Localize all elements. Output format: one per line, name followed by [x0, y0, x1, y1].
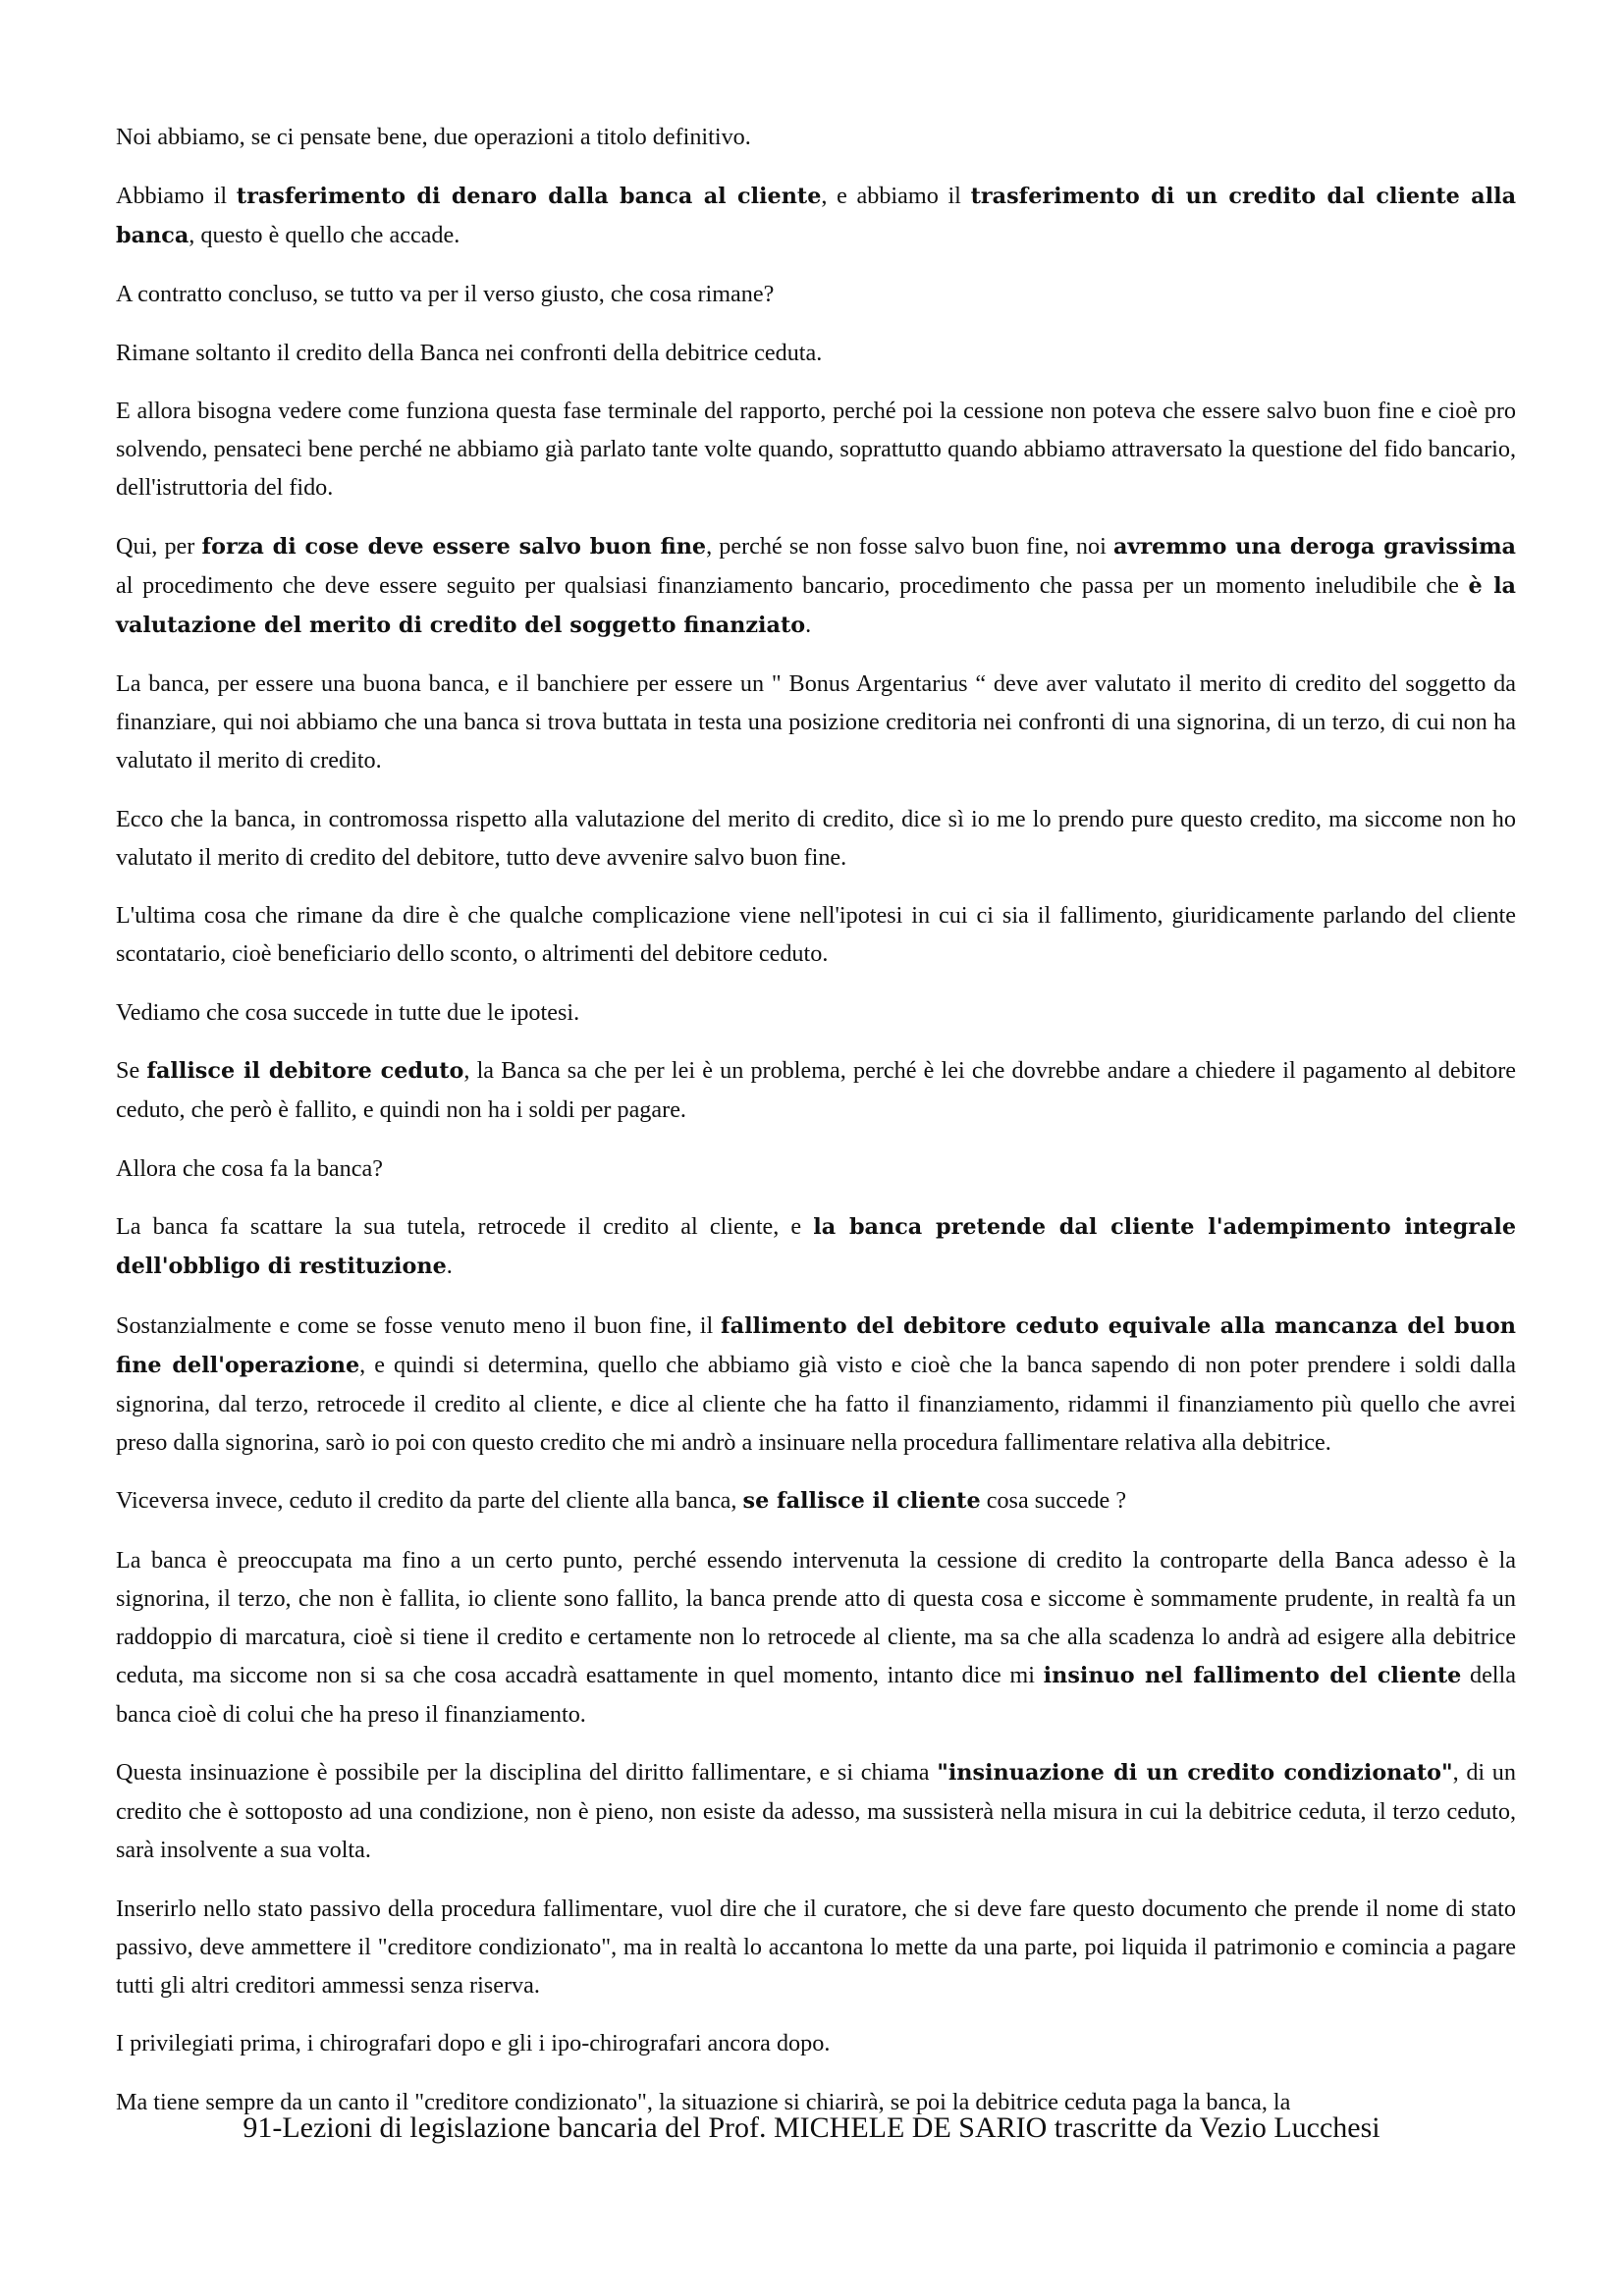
text-run: La banca è preoccupata ma fino a un certo punto, perché essendo intervenuta la cessione di credito la controparte della Banca adesso è la signorina, il terzo, che non è fallita, io cliente sono fallito, la banca prende atto di questa cosa e siccome è sommamente prudente, in realtà fa un raddoppio di marcatura, cioè si tiene il credito e certamente non lo retrocede al cliente, ma sa che alla scadenza lo andrà ad esigere alla debitrice ceduta, ma siccome non si sa che cosa accadrà esattamente in quel momento, intanto dice mi	[116, 1546, 1516, 1688]
bold-text: forza di cose deve essere salvo buon fine	[201, 533, 707, 560]
text-run: La banca, per essere una buona banca, e il banchiere per essere un " Bonus Argentarius “ deve aver valutato il merito di credito del soggetto da finanziare, qui noi abbiamo che una banca si trova buttata in testa una posizione creditoria nei confronti di una signorina, di un terzo, di cui non ha valutato il merito di credito.	[116, 670, 1516, 774]
text-run: .	[446, 1253, 453, 1279]
text-run: , perché se non fosse salvo buon fine, noi	[706, 532, 1113, 560]
text-run: , la Banca sa che per lei è un problema, perché è lei che dovrebbe andare a chiedere il pagamento al debitore ceduto, che però è fallito, e quindi non ha i soldi per pagare.	[116, 1057, 1517, 1123]
text-run: Ecco che la banca, in contromossa rispetto alla valutazione del merito di credito, dice sì io me lo prendo pure questo credito, ma siccome non ho valutato il merito di credito del debitore, tutto deve avvenire salvo buon fine.	[116, 805, 1516, 871]
text-run: Allora che cosa fa la banca?	[116, 1154, 383, 1182]
bold-text: la banca pretende dal cliente l'adempimento integrale dell'obbligo di restituzione	[116, 1214, 1517, 1279]
text-run: al procedimento che deve essere seguito per qualsiasi finanziamento bancario, procedimento che passa per un momento ineludibile che	[116, 571, 1469, 599]
paragraph	[116, 800, 1516, 877]
text-run: della banca cioè di colui che ha preso il finanziamento.	[116, 1661, 1516, 1728]
bold-text: "insinuazione di un credito condizionato"	[937, 1760, 1453, 1786]
text-run: Inserirlo nello stato passivo della procedura fallimentare, vuol dire che il curatore, che si deve fare questo documento che prende il nome di stato passivo, deve ammettere il "creditore condizionato", ma in realtà lo accantona lo mette da una parte, poi liquida il patrimonio e comincia a pagare tutti gli altri creditori ammessi senza riserva.	[116, 1895, 1516, 1999]
paragraph	[116, 392, 1516, 507]
paragraph	[116, 118, 1516, 156]
text-run: , e abbiamo il	[821, 182, 971, 209]
text-run: Abbiamo il	[116, 182, 237, 209]
text-run: Viceversa invece, ceduto il credito da parte del cliente alla banca,	[116, 1487, 743, 1514]
paragraph	[116, 1307, 1516, 1462]
text-run: Se	[116, 1057, 147, 1084]
text-run: , di un credito che è sottoposto ad una condizione, non è pieno, non esiste da adesso, ma sussisterà nella misura in cui la debitrice ceduta, il terzo ceduto, sarà insolvente a sua volta.	[116, 1759, 1516, 1863]
text-run: , e quindi si determina, quello che abbiamo già visto e cioè che la banca sapendo di non poter prendere i soldi dalla signorina, dal terzo, retrocede il credito al cliente, e dice al cliente che ha fatto il finanziamento, ridammi il finanziamento più quello che avrei preso dalla signorina, sarò io poi con questo credito che mi andrò a insinuare nella procedura fallimentare relativa alla debitrice.	[116, 1351, 1516, 1456]
text-run: Sostanzialmente e come se fosse venuto meno il buon fine, il	[116, 1311, 722, 1339]
text-run: cosa succede ?	[980, 1487, 1127, 1514]
text-run: Ma tiene sempre da un canto il "creditore condizionato", la situazione si chiarirà, se poi la debitrice ceduta paga la banca, la	[116, 2088, 1291, 2115]
text-run: La banca fa scattare la sua tutela, retrocede il credito al cliente, e	[116, 1213, 814, 1240]
bold-text: avremmo una deroga gravissima	[1112, 533, 1517, 560]
text-run: Questa insinuazione è possibile per la disciplina del diritto fallimentare, e si chiama	[116, 1759, 938, 1786]
text-run: .	[805, 611, 812, 638]
bold-text: se fallisce il cliente	[742, 1488, 981, 1514]
paragraph	[116, 2024, 1516, 2062]
paragraph	[116, 896, 1516, 973]
paragraph	[116, 1541, 1516, 1734]
paragraph	[116, 334, 1516, 372]
paragraph	[116, 665, 1516, 779]
bold-text: fallisce il debitore ceduto	[146, 1058, 464, 1084]
paragraph	[116, 1890, 1516, 2004]
paragraph	[116, 1207, 1516, 1286]
paragraph	[116, 1149, 1516, 1188]
bold-text: insinuo nel fallimento del cliente	[1043, 1662, 1462, 1688]
text-run: L'ultima cosa che rimane da dire è che qualche complicazione viene nell'ipotesi in cui ci sia il fallimento, giuridicamente parlando del cliente scontatario, cioè beneficiario dello sconto, o altrimenti del debitore ceduto.	[116, 902, 1516, 967]
bold-text: trasferimento di denaro dalla banca al cliente	[236, 183, 822, 209]
text-run: Rimane soltanto il credito della Banca nei confronti della debitrice ceduta.	[116, 339, 823, 366]
page-footer: 91-Lezioni di legislazione bancaria del Prof. MICHELE DE SARIO trascritte da Vezio Lucchesi	[243, 2111, 1380, 2144]
text-run: Vediamo che cosa succede in tutte due le ipotesi.	[116, 998, 580, 1026]
bold-text: trasferimento di un credito dal cliente alla banca	[116, 183, 1517, 248]
paragraph	[116, 275, 1516, 313]
text-run: , questo è quello che accade.	[189, 221, 460, 248]
bold-text: fallimento del debitore ceduto equivale alla mancanza del buon fine dell'operazione	[116, 1312, 1516, 1378]
text-run: Noi abbiamo, se ci pensate bene, due operazioni a titolo definitivo.	[116, 124, 751, 150]
paragraph	[116, 993, 1516, 1032]
paragraph	[116, 1753, 1516, 1869]
page-body	[116, 118, 1516, 2141]
paragraph	[116, 527, 1516, 645]
text-run: E allora bisogna vedere come funziona questa fase terminale del rapporto, perché poi la cessione non poteva che essere salvo buon fine e cioè pro solvendo, pensateci bene perché ne abbiamo già parlato tante volte quando, soprattutto quando abbiamo attraversato la questione del fido bancario, dell'istruttoria del fido.	[116, 398, 1516, 501]
paragraph	[116, 1051, 1516, 1129]
text-run: A contratto concluso, se tutto va per il verso giusto, che cosa rimane?	[116, 281, 775, 307]
paragraph	[116, 1481, 1516, 1521]
bold-text: è la valutazione del merito di credito del soggetto finanziato	[116, 572, 1516, 638]
paragraph	[116, 177, 1516, 255]
text-run: Qui, per	[116, 532, 202, 560]
text-run: I privilegiati prima, i chirografari dopo e gli i ipo-chirografari ancora dopo.	[116, 2030, 831, 2056]
